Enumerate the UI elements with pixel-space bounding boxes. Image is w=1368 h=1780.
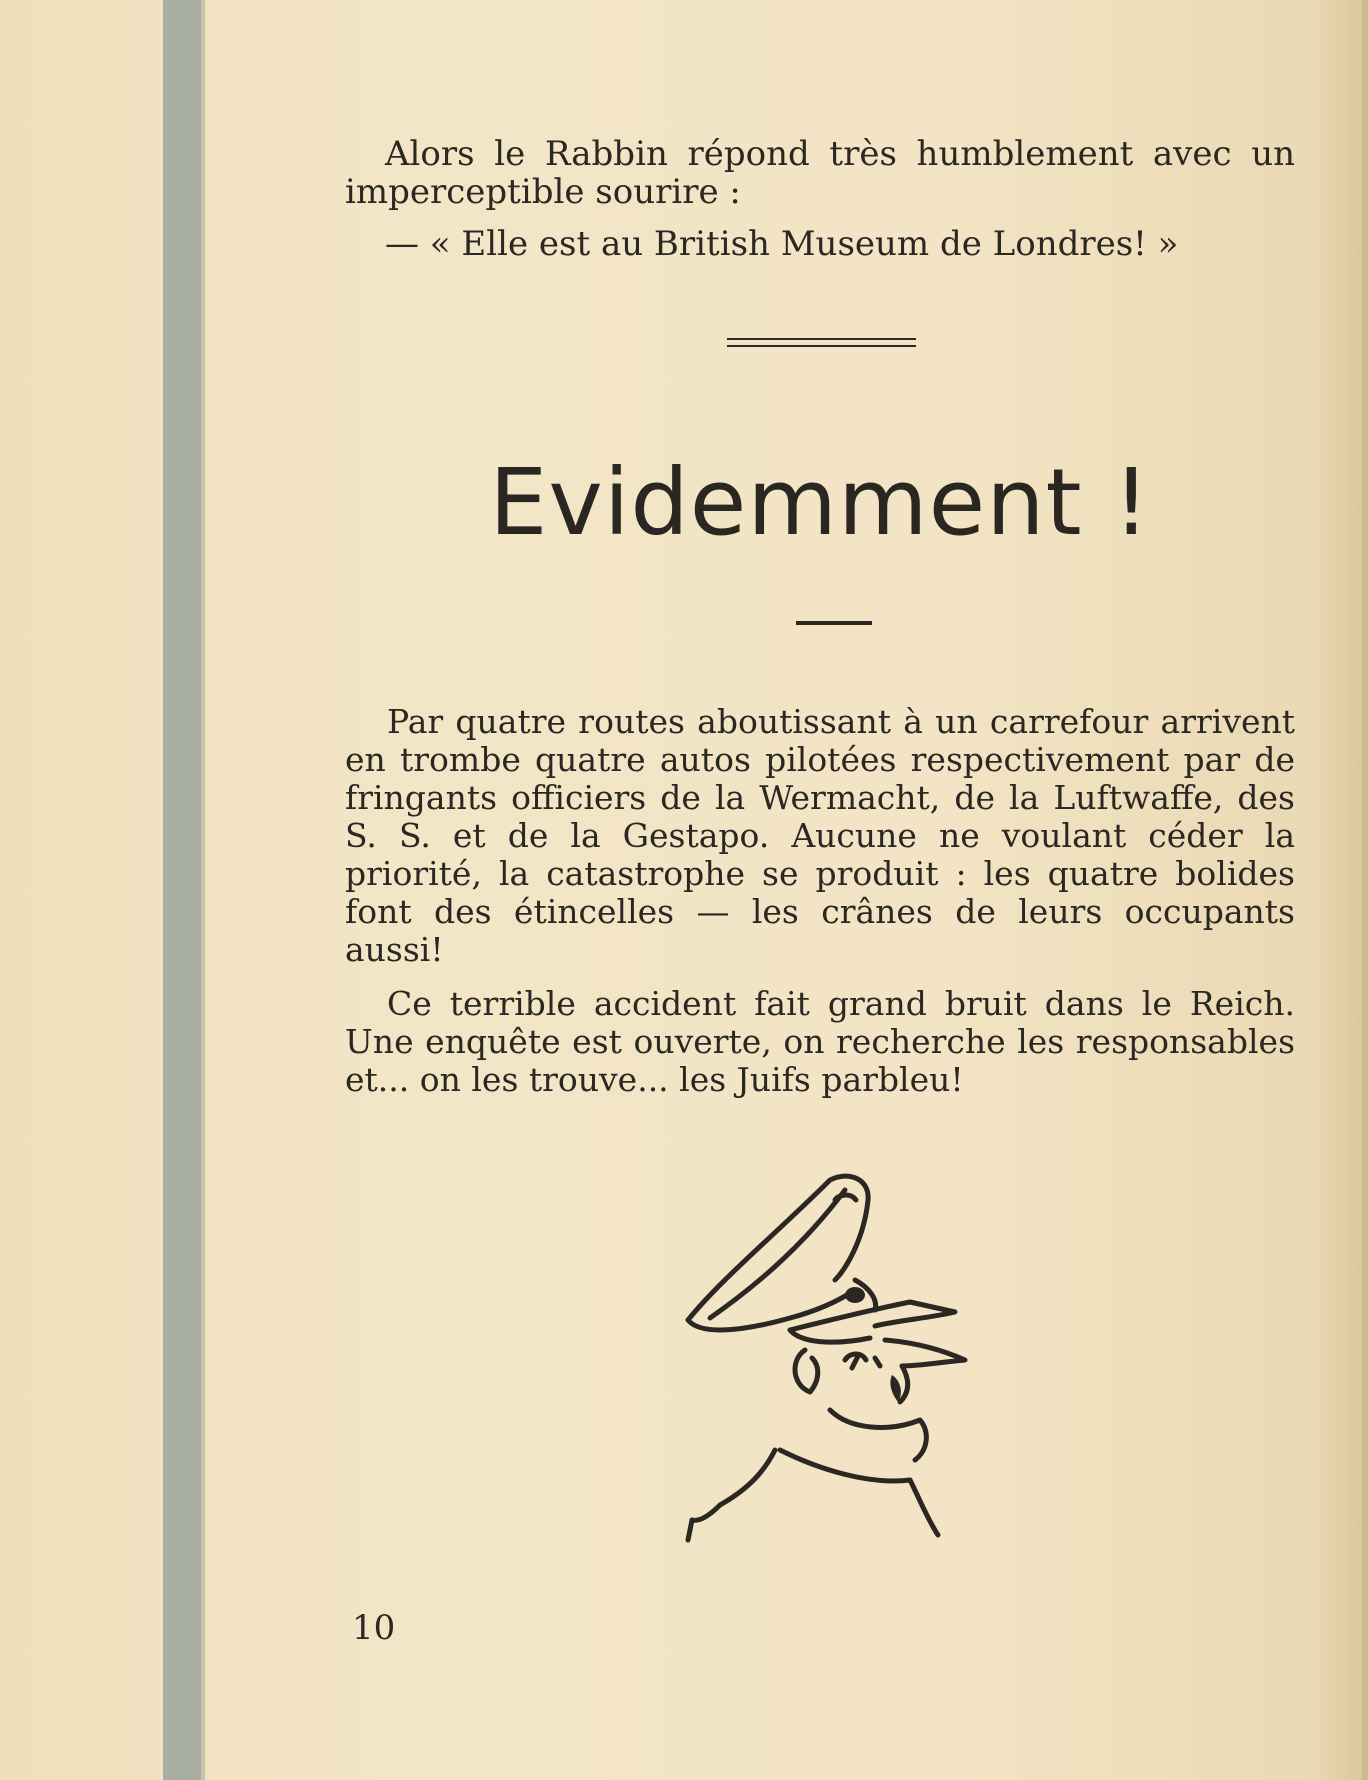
title-underline [796, 621, 872, 625]
left-margin-band [163, 0, 201, 1780]
officer-caricature-icon [680, 1170, 970, 1550]
right-page-edge [1362, 0, 1368, 1780]
left-margin-band-edge [201, 0, 205, 1780]
body-paragraph-1: Par quatre routes aboutissant à un carrefour arrivent en trombe quatre autos pilotées respectivement par de fringants officiers de la Wermacht, de la Luftwaffe, des S. S. et de la Gestapo. Aucune ne voulant céder la priorité, la catastrophe se produit : les quatre bolides font des étincelles — les crânes de leurs occupants aussi! [345, 702, 1295, 969]
section-title: Evidemment ! [489, 449, 1151, 556]
page-number: 10 [352, 1608, 396, 1648]
intro-paragraph: Alors le Rabbin répond très humblement avec un imperceptible sourire : [345, 134, 1295, 212]
quote-paragraph: — « Elle est au British Museum de Londres! » [385, 224, 1179, 264]
section-divider [727, 338, 916, 347]
body-paragraph-2: Ce terrible accident fait grand bruit dans le Reich. Une enquête est ouverte, on recherche les responsables et... on les trouve... les Juifs parbleu! [345, 984, 1295, 1099]
